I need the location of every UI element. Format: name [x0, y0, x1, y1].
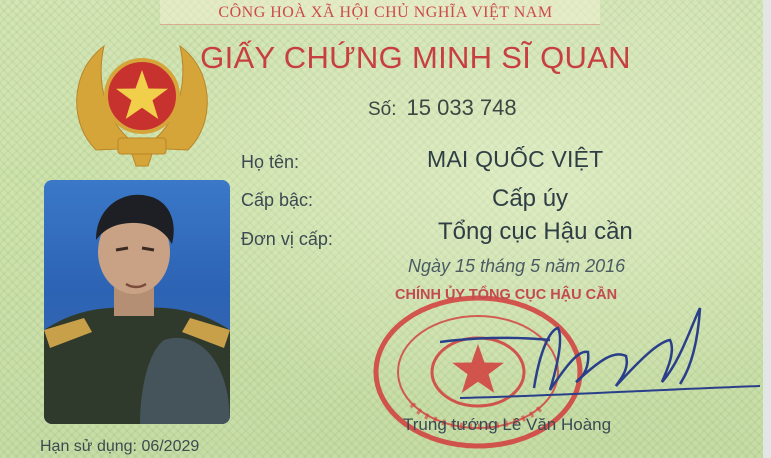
- signer-name: Trung tướng Lê Văn Hoàng: [403, 415, 612, 434]
- unit-value: Tổng cục Hậu cần: [438, 218, 633, 245]
- issue-date: Ngày 15 tháng 5 năm 2016: [408, 256, 626, 276]
- number-label: Số:: [368, 99, 397, 120]
- rank-value: Cấp úy: [492, 185, 569, 212]
- document-title: GIẤY CHỨNG MINH SĨ QUAN: [200, 40, 631, 75]
- republic-header: CÔNG HOÀ XÃ HỘI CHỦ NGHĨA VIỆT NAM: [218, 4, 553, 21]
- number-value: 15 033 748: [406, 95, 517, 120]
- portrait-figure: [44, 180, 230, 424]
- number-row: [368, 95, 517, 121]
- portrait-photo: [44, 180, 230, 424]
- name-label: Họ tên:: [241, 152, 300, 172]
- rank-label: Cấp bậc:: [241, 190, 314, 210]
- issuing-office: CHÍNH ỦY TỔNG CỤC HẬU CẦN: [395, 287, 618, 303]
- handwritten-signature: [430, 300, 770, 420]
- unit-label: Đơn vị cấp:: [241, 229, 333, 249]
- name-value: MAI QUỐC VIỆT: [427, 146, 604, 172]
- expiry-text: Hạn sử dụng: 06/2029: [40, 438, 200, 455]
